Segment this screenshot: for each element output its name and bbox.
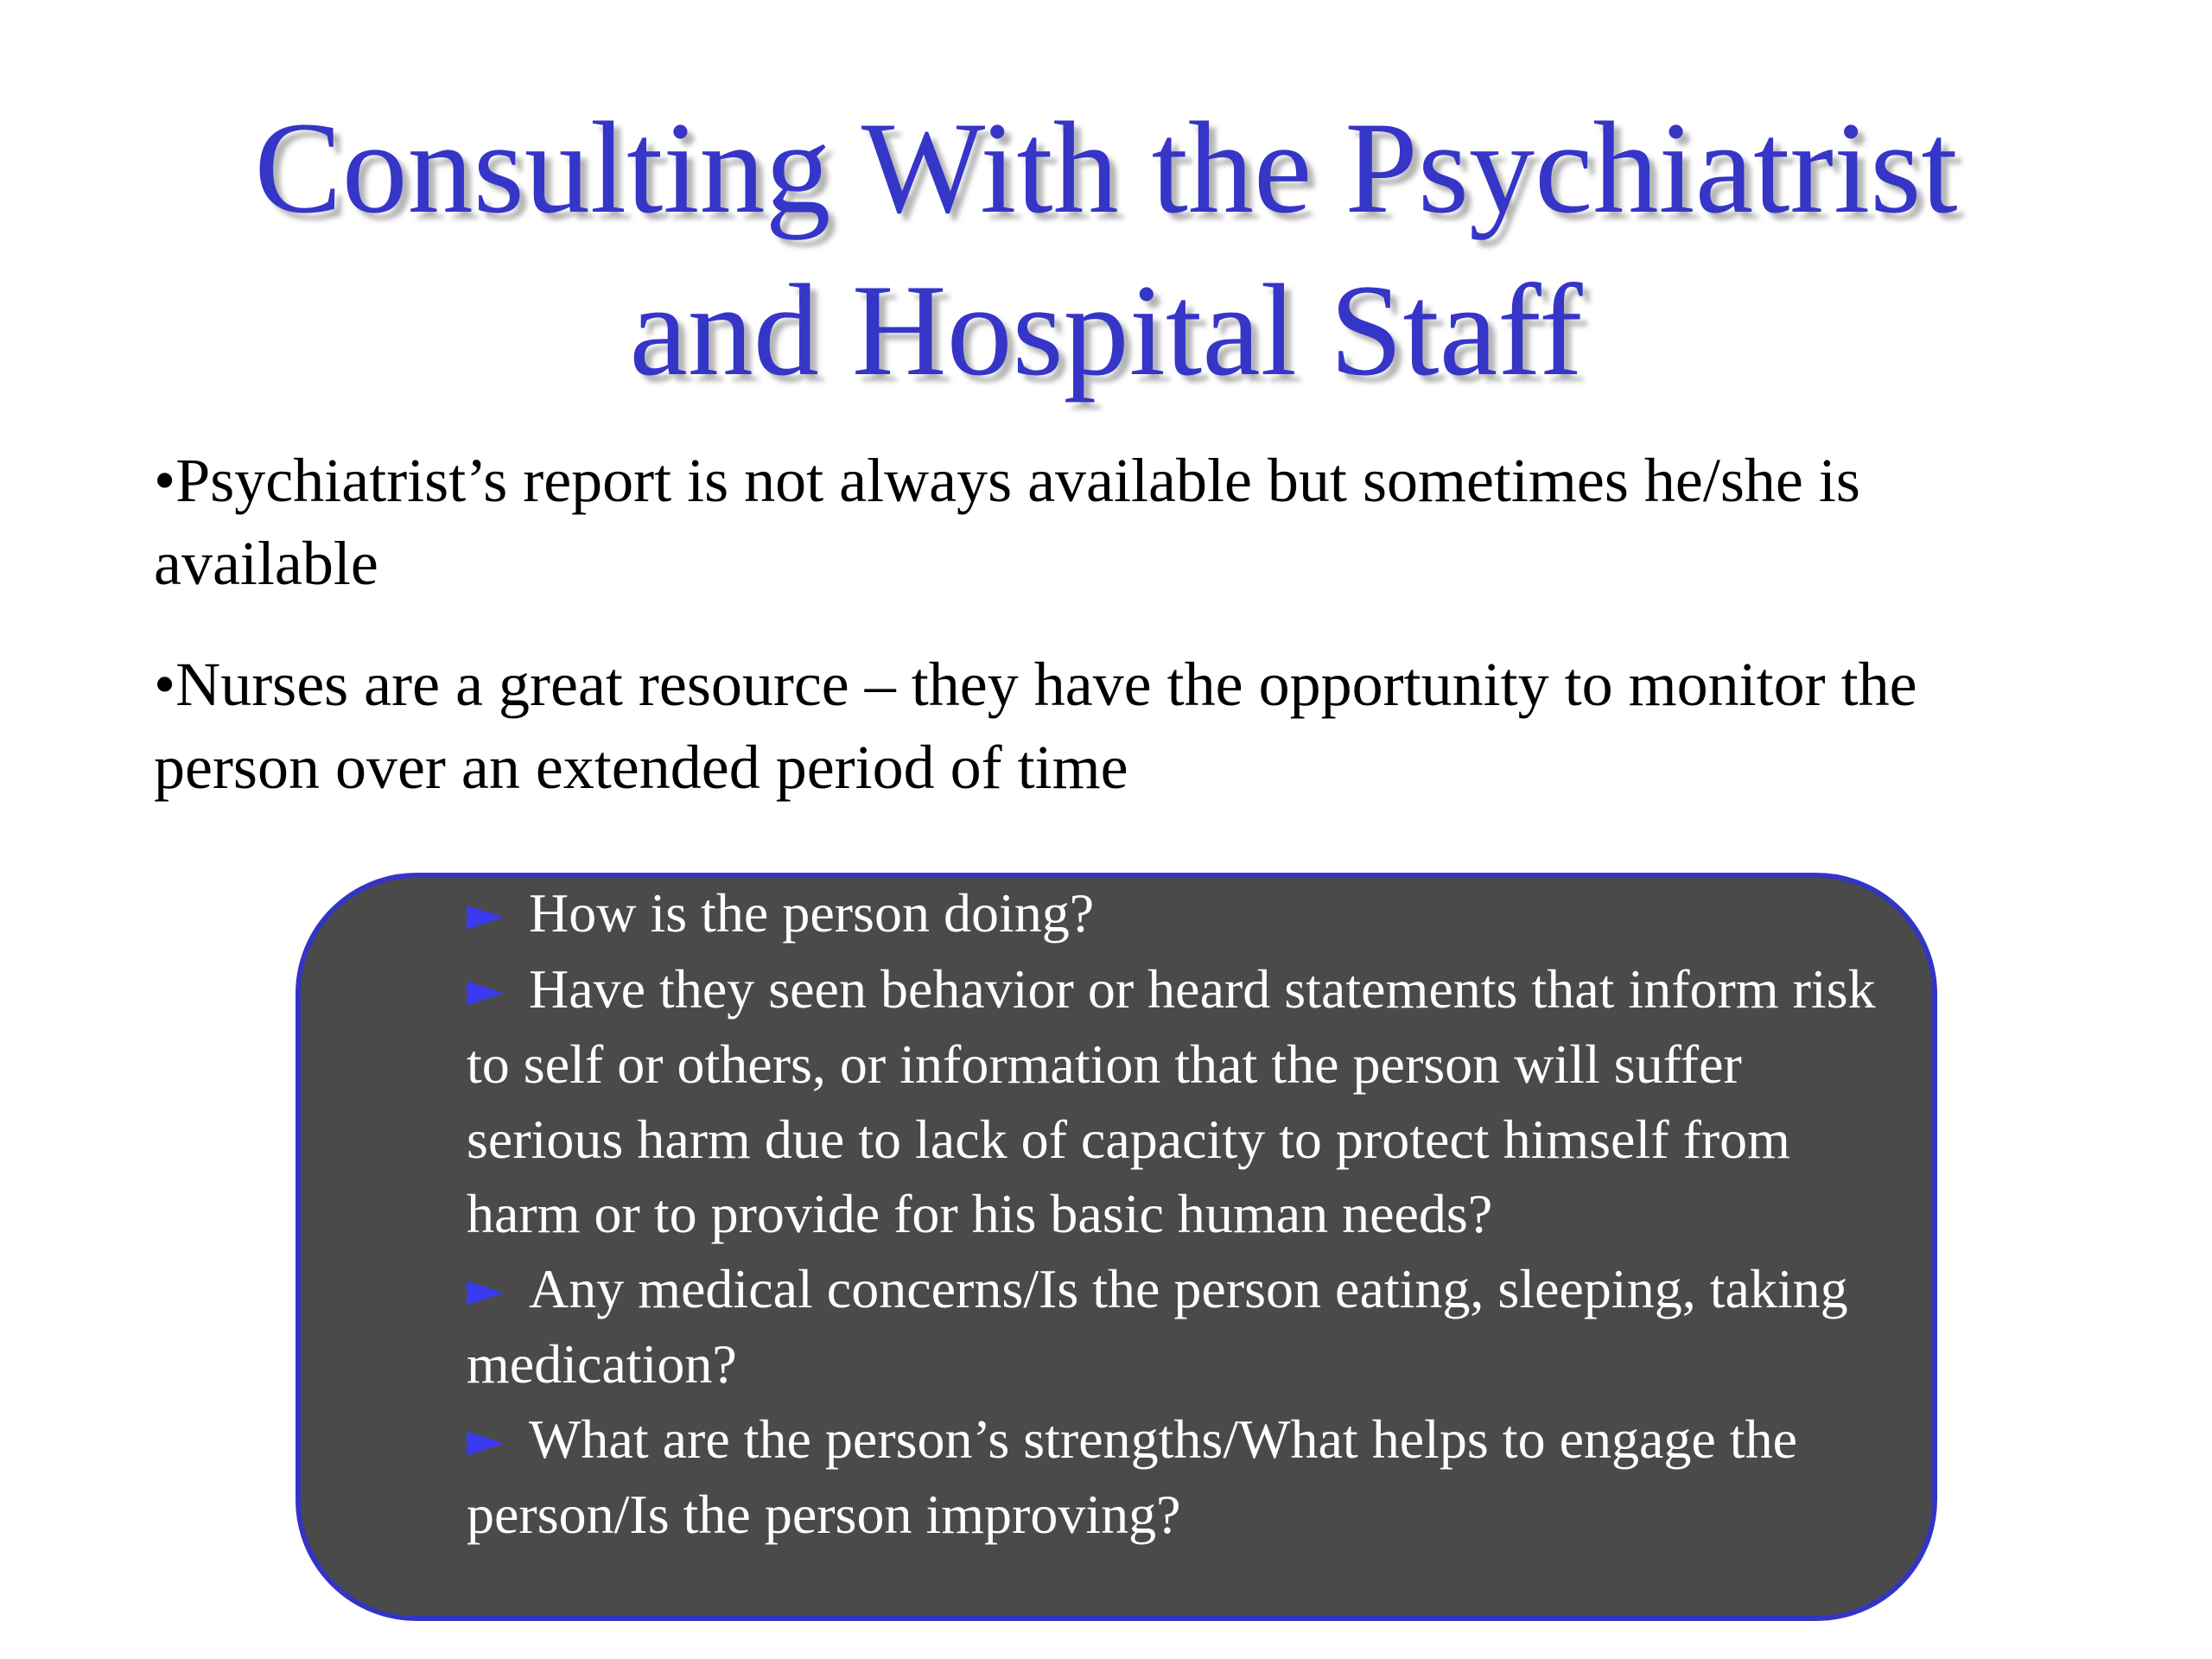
triangle-arrow-icon: ► [467,886,505,942]
callout-question-text: How is the person doing? [529,882,1095,944]
slide-title-line-1: Consulting With the Psychiatrist [254,95,1958,240]
triangle-arrow-icon: ► [467,961,505,1018]
bullet-list [154,439,2037,847]
callout-question-text: Any medical concerns/Is the person eating, sleeping, taking medication? [467,1257,1848,1395]
callout-question [467,1402,1884,1553]
callout-question [467,1252,1884,1402]
callout-question [467,876,1884,952]
callout-question-list [467,876,1884,1553]
bullet-psychiatrist-report: •Psychiatrist’s report is not always available but sometimes he/she is available [154,446,1860,598]
callout-question-text: What are the person’s strengths/What helps to engage the person/Is the person improving? [467,1408,1797,1545]
callout-question [467,952,1884,1252]
callout-question-text: Have they seen behavior or heard statements that inform risk to self or others, or information that the person will suffer serious harm due to lack of capacity to protect himself from harm or to provide for his basic human needs? [467,957,1876,1244]
slide-title [0,86,2212,411]
slide-title-line-2: and Hospital Staff [629,257,1583,403]
triangle-arrow-icon: ► [467,1411,505,1468]
bullet-nurses-resource: •Nurses are a great resource – they have the opportunity to monitor the person over an extended period of time [154,650,1917,802]
triangle-arrow-icon: ► [467,1261,505,1318]
